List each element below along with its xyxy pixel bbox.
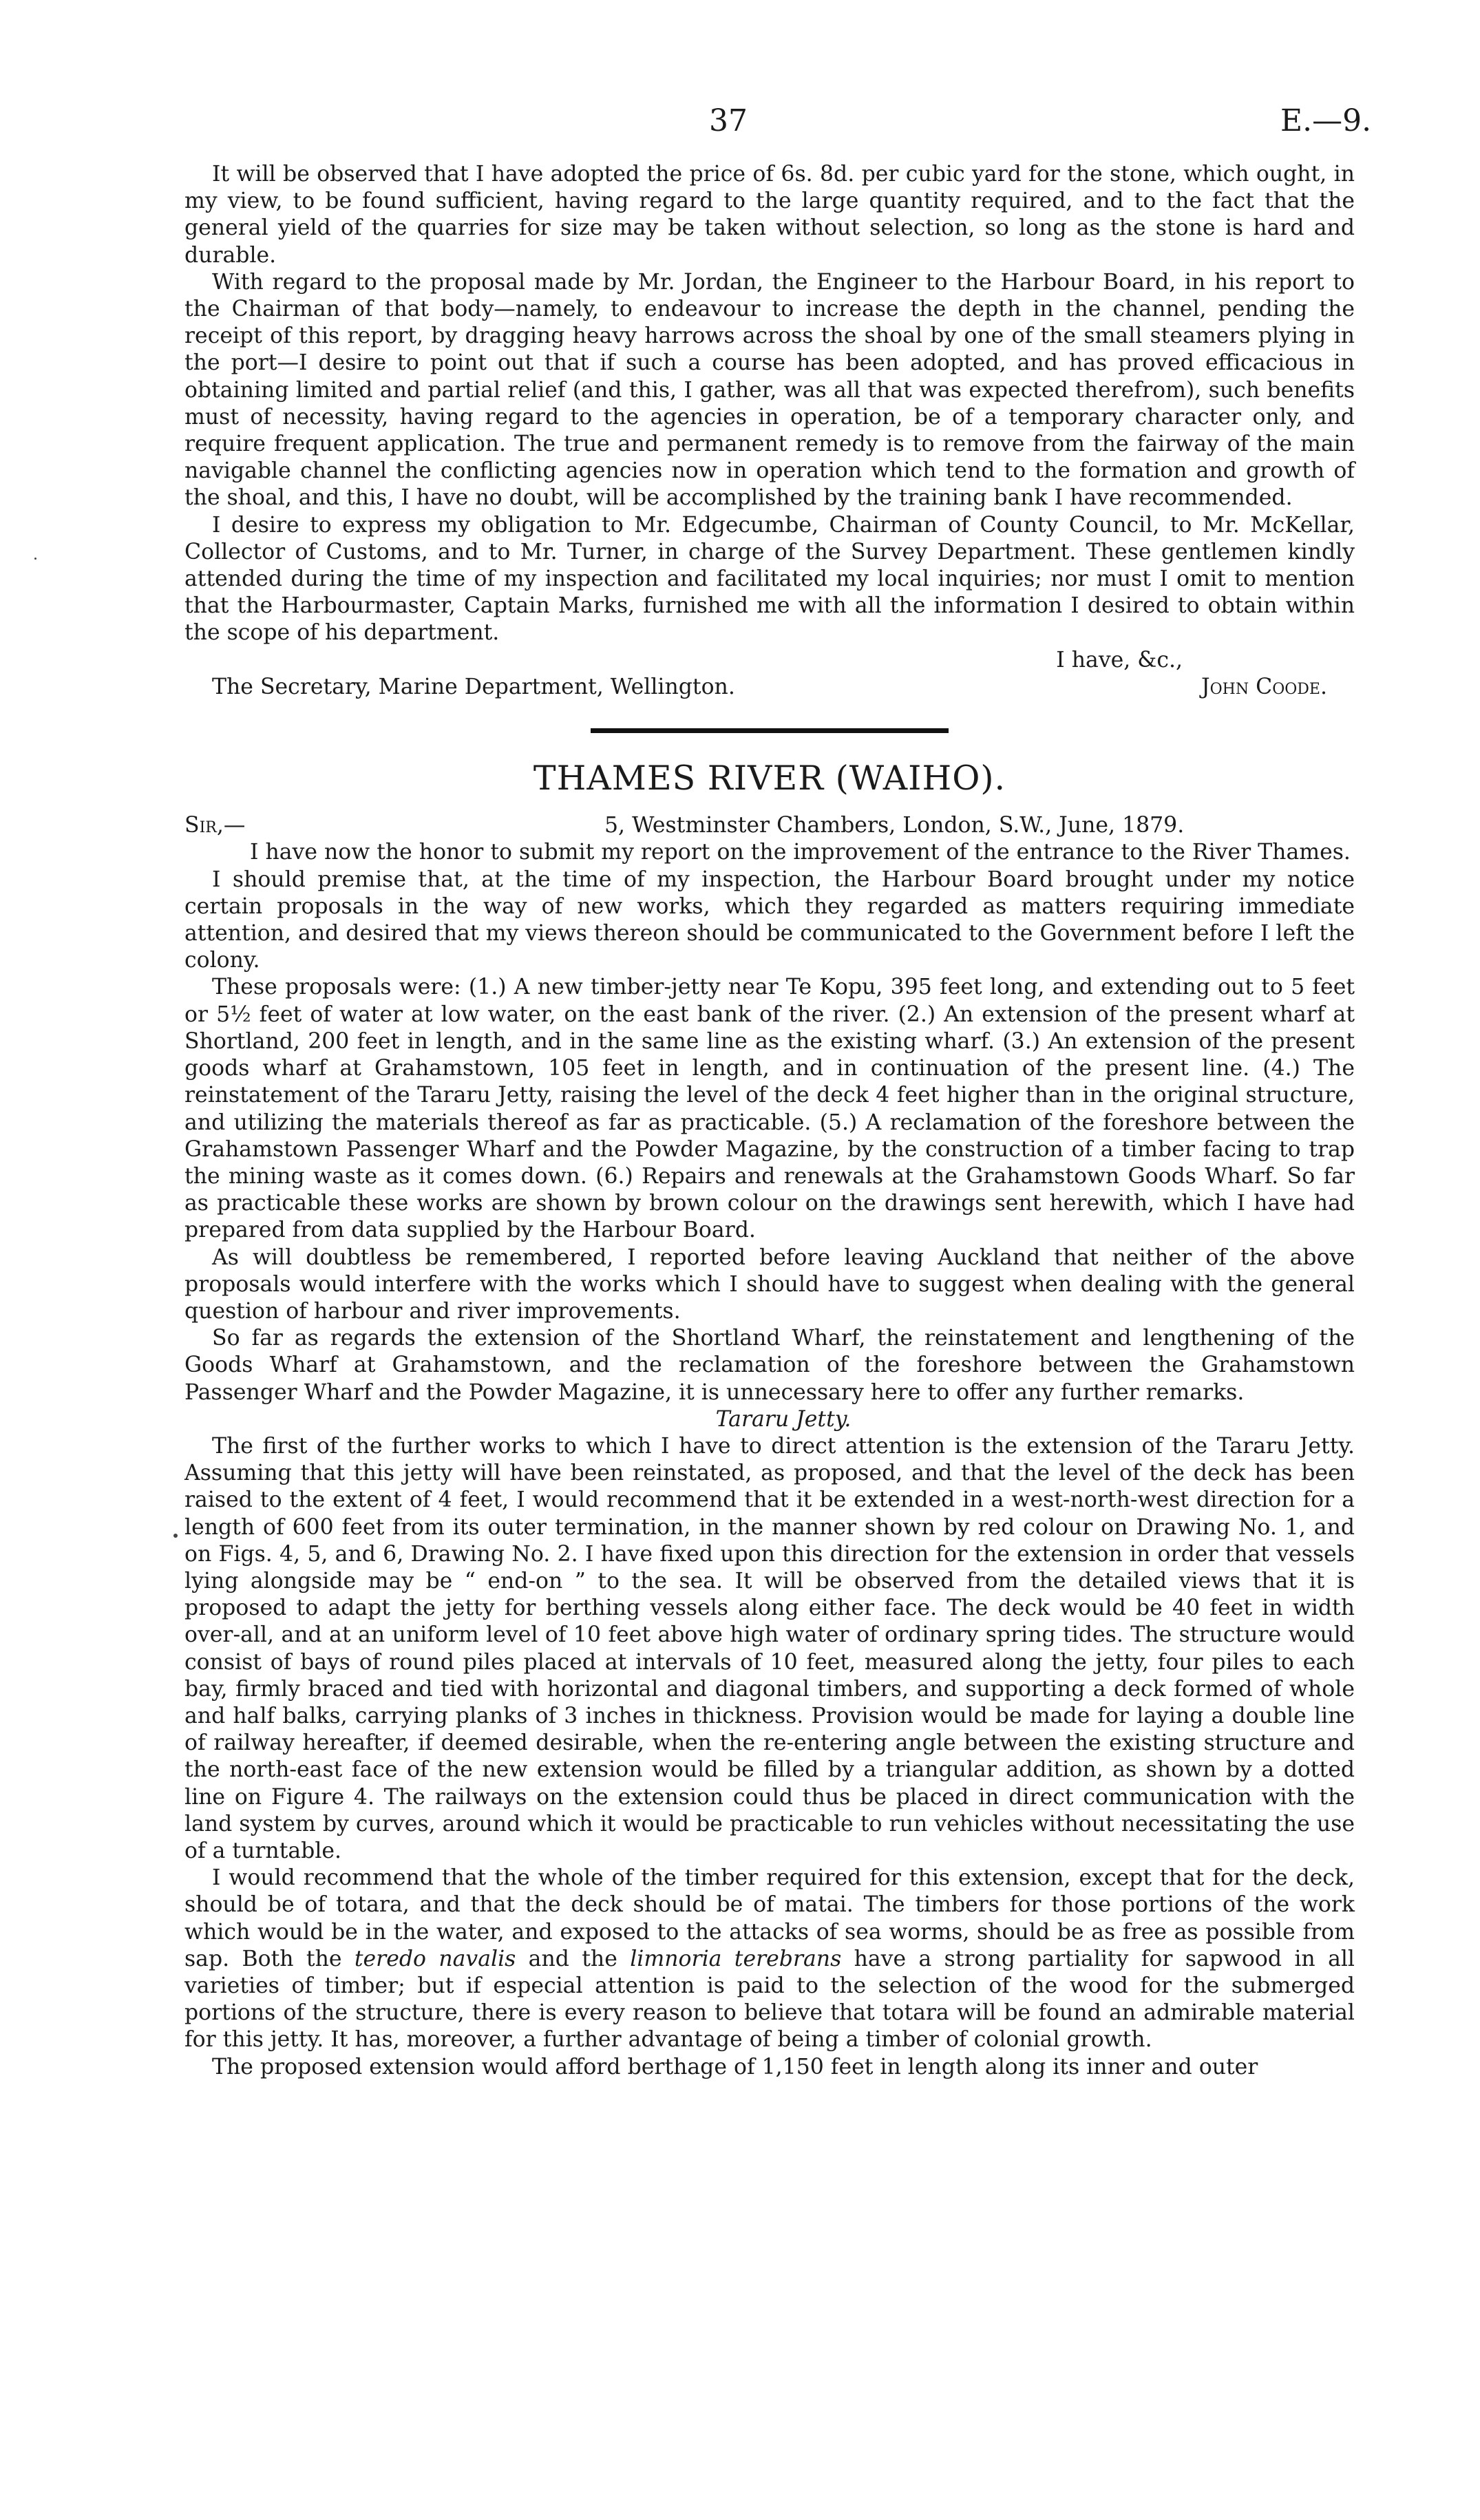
paragraph-text: have a strong partiality for sapwood in all varieties of timber; but if especial attention is paid to the selection of the wood for the submerged portions of the structure, there is every reason to believe that totara will be found an admirable material for this jetty. It has, moreover, a further advantage of being a timber of colonial growth. xyxy=(184,1946,1355,2053)
page-number: 37 xyxy=(709,103,748,138)
paragraph: The proposed extension would afford berthage of 1,150 feet in length along its inner and outer xyxy=(212,2054,1258,2079)
paragraph: I have now the honor to submit my report on the improvement of the entrance to the River Thames. xyxy=(250,840,1351,865)
section-divider xyxy=(591,728,949,733)
salutation: Sir,— xyxy=(184,813,246,838)
paragraph: These proposals were: (1.) A new timber-jetty near Te Kopu, 395 feet long, and extending out to 5 feet or 5½ feet of water at low water, on the east bank of the river. (2.) An extension of the present wharf at Shortland, 200 feet in length, and in the same line as the existing wharf. (3.) An extension of the present goods wharf at Grahamstown, 105 feet in length, and in continuation of the present line. (4.) The reinstatement of the Tararu Jetty, raising the level of the deck 4 feet higher than in the original structure, and utilizing the materials thereof as far as practicable. (5.) A reclamation of the foreshore between the Grahamstown Passenger Wharf and the Powder Magazine, by the construction of a timber facing to trap the mining waste as it comes down. (6.) Repairs and renewals at the Grahamstown Goods Wharf. So far as practicable these works are shown by brown colour on the drawings sent herewith, which I have had prepared from data supplied by the Harbour Board. xyxy=(184,975,1355,1243)
paragraph: It will be observed that I have adopted the price of 6s. 8d. per cubic yard for the stone, which ought, in my view, to be found sufficient, having regard to the large quantity required, and to the fact that the general yield of the quarries for size may be taken without selection, so long as the stone is hard and durable. xyxy=(184,162,1355,268)
document-reference: E.—9. xyxy=(1280,103,1372,138)
paragraph-text: I would recommend that the whole of the timber required for this extension, except that for the deck, should be of totara, and that the deck should be of matai. The timbers for those portions of the work which would be in the water, and exposed to the attacks of sea worms, should be as free as possible from sap. Both the xyxy=(184,1865,1355,1971)
paragraph-text: and the xyxy=(516,1946,631,1971)
species-name: teredo navalis xyxy=(354,1946,516,1971)
section-title: THAMES RIVER (WAIHO). xyxy=(533,759,1006,798)
paragraph: I desire to express my obligation to Mr. Edgecumbe, Chairman of County Council, to Mr. McKellar, Collector of Customs, and to Mr. Turner, in charge of the Survey Department. These gentlemen kindly attended during the time of my inspection and facilitated my local inquiries; nor must I omit to mention that the Harbourmaster, Captain Marks, furnished me with all the information I desired to obtain within the scope of his department. xyxy=(184,512,1355,646)
letter-head xyxy=(184,812,1355,839)
paragraph: The first of the further works to which I have to direct attention is the extension of the Tararu Jetty. Assuming that this jetty will have been reinstated, as proposed, and that the level of the deck has been raised to the extent of 4 feet, I would recommend that it be extended in a west-north-west direction for a length of 600 feet from its outer termination, in the manner shown by red colour on Drawing No. 1, and on Figs. 4, 5, and 6, Drawing No. 2. I have fixed upon this direction for the extension in order that vessels lying alongside may be “ end-on ” to the sea. It will be observed from the detailed views that it is proposed to adapt the jetty for berthing vessels along either face. The deck would be 40 feet in width over-all, and at an uniform level of 10 feet above high water of ordinary spring tides. The structure would consist of bays of round piles placed at intervals of 10 feet, measured along the jetty, four piles to each bay, firmly braced and tied with horizontal and diagonal timbers, and supporting a deck formed of whole and half balks, carrying planks of 3 inches in thickness. Provision would be made for laying a double line of railway hereafter, if deemed desirable, when the re-entering angle between the existing structure and the north-east face of the new extension would be filled by a triangular addition, as shown by a dotted line on Figure 4. The railways on the extension could thus be placed in direct communication with the land system by curves, around which it would be practicable to run vehicles without necessitating the use of a turntable. xyxy=(184,1433,1355,1863)
paragraph: As will doubtless be remembered, I reported before leaving Auckland that neither of the above proposals would interfere with the works which I should have to suggest when dealing with the general question of harbour and river improvements. xyxy=(184,1245,1355,1324)
margin-mark xyxy=(34,558,36,560)
closing-formula: I have, &c., xyxy=(1056,647,1183,673)
paragraph: With regard to the proposal made by Mr. Jordan, the Engineer to the Harbour Board, in his report to the Chairman of that body—namely, to endeavour to increase the depth in the channel, pending the receipt of this report, by dragging heavy harrows across the shoal by one of the small steamers plying in the port—I desire to point out that if such a course has been adopted, and has proved efficacious in obtaining limited and partial relief (and this, I gather, was all that was expected therefrom), such benefits must of necessity, having regard to the agencies in operation, be of a temporary character only, and require frequent application. The true and permanent remedy is to remove from the fairway of the main navigable channel the conflicting agencies now in operation which tend to the formation and growth of the shoal, and this, I have no doubt, will be accomplished by the training bank I have recommended. xyxy=(184,269,1355,511)
paragraph xyxy=(184,1865,1355,2053)
document-body xyxy=(184,161,1355,2081)
signoff-row xyxy=(184,674,1355,701)
paragraph: So far as regards the extension of the Shortland Wharf, the reinstatement and lengthening of the Goods Wharf at Grahamstown, and the reclamation of the foreshore between the Grahamstown Passenger Wharf and the Powder Magazine, it is unnecessary here to offer any further remarks. xyxy=(184,1326,1355,1405)
paragraph: I should premise that, at the time of my inspection, the Harbour Board brought under my notice certain proposals in the way of new works, which they regarded as matters requiring immediate attention, and desired that my views thereon should be communicated to the Government before I left the colony. xyxy=(184,867,1355,973)
letter-address: 5, Westminster Chambers, London, S.W., June, 1879. xyxy=(604,813,1185,838)
addressee: The Secretary, Marine Department, Wellington. xyxy=(212,674,735,699)
subheading: Tararu Jetty. xyxy=(715,1406,852,1432)
margin-mark xyxy=(173,1534,178,1538)
species-name: limnoria terebrans xyxy=(630,1946,842,1971)
closing-row xyxy=(184,647,1355,674)
signature: John Coode. xyxy=(1201,674,1327,699)
